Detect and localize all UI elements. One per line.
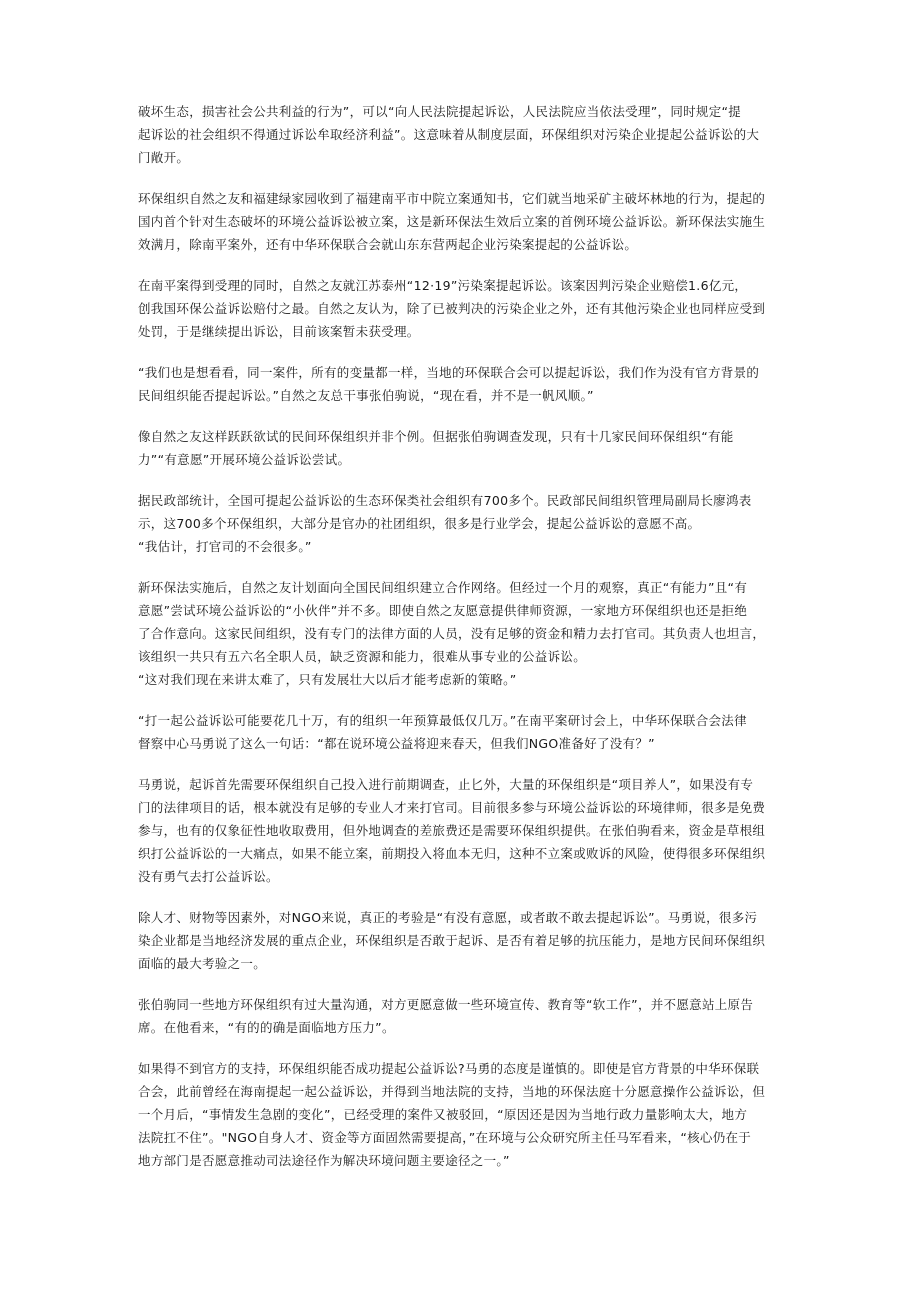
paragraph: [138, 100, 788, 169]
text-line: 马勇说，起诉首先需要环保组织自己投入进行前期调查，止匕外，大量的环保组织是“项目养人”，如果没有专: [138, 777, 754, 792]
paragraph: [138, 425, 788, 471]
text-line: “这对我们现在来讲太难了，只有发展壮大以后才能考虑新的策略。”: [138, 672, 517, 687]
text-line: 像自然之友这样跃跃欲试的民间环保组织并非个例。但据张伯驹调查发现，只有十几家民间环保组织“有能: [138, 429, 734, 444]
paragraph: [138, 576, 788, 691]
text-line: 新环保法实施后，自然之友计划面向全国民间组织建立合作网络。但经过一个月的观察，真正“有能力”且“有: [138, 580, 748, 595]
paragraph: [138, 1057, 788, 1172]
text-line: 督察中心马勇说了这么一句话：“都在说环境公益将迎来春天，但我们NGO准备好了没有？”: [138, 736, 655, 751]
text-line: 没有勇气去打公益诉讼。: [138, 869, 279, 884]
text-line: 据民政部统计，全国可提起公益诉讼的生态环保类社会组织有700多个。民政部民间组织管理局副局长廖鸿表: [138, 493, 752, 508]
paragraph: [138, 773, 788, 888]
text-line: 合会，此前曾经在海南提起一起公益诉讼，并得到当地法院的支持，当地的环保法庭十分愿意操作公益诉讼，但: [138, 1084, 766, 1099]
text-line: 环保组织自然之友和福建绿家园收到了福建南平市中院立案通知书，它们就当地采矿主破坏林地的行为，提起的: [138, 191, 766, 206]
paragraph: [138, 489, 788, 558]
text-line: 织打公益诉讼的一大痛点，如果不能立案，前期投入将血本无归，这种不立案或败诉的风险，使得很多环保组织: [138, 846, 766, 861]
text-line: “我们也是想看看，同一案件，所有的变量都一样，当地的环保联合会可以提起诉讼，我们作为没有官方背景的: [138, 365, 760, 380]
text-line: 门敞开。: [138, 150, 190, 165]
text-line: 参与，也有的仅象征性地收取费用，但外地调查的差旅费还是需要环保组织提供。在张伯驹看来，资金是草根组: [138, 823, 766, 838]
paragraph: [138, 274, 788, 343]
text-line: 面临的最大考验之一。: [138, 956, 267, 971]
text-line: 创我国环保公益诉讼赔付之最。自然之友认为，除了已被判决的污染企业之外，还有其他污染企业也同样应受到: [138, 301, 766, 316]
text-line: 民间组织能否提起诉讼。”自然之友总干事张伯驹说，“现在看，并不是一帆风顺。”: [138, 388, 594, 403]
text-line: 如果得不到官方的支持，环保组织能否成功提起公益诉讼?马勇的态度是谨慎的。即使是官方背景的中华环保联: [138, 1061, 760, 1076]
text-line: “打一起公益诉讼可能要花几十万，有的组织一年预算最低仅几万。”在南平案研讨会上，中华环保联合会法律: [138, 713, 747, 728]
text-line: 张伯驹同一些地方环保组织有过大量沟通，对方更愿意做一些环境宣传、教育等“软工作”，并不愿意站上原告: [138, 997, 754, 1012]
text-line: 了合作意向。这家民间组织，没有专门的法律方面的人员，没有足够的资金和精力去打官司。其负责人也坦言，: [138, 626, 766, 641]
text-line: 处罚，于是继续提出诉讼，目前该案暂未获受理。: [138, 324, 420, 339]
text-line: 门的法律项目的话，根本就没有足够的专业人才来打官司。目前很多参与环境公益诉讼的环境律师，很多是免费: [138, 800, 766, 815]
text-line: 染企业都是当地经济发展的重点企业，环保组织是否敢于起诉、是否有着足够的抗压能力，是地方民间环保组织: [138, 933, 766, 948]
text-line: 起诉讼的社会组织不得通过诉讼牟取经济利益”。这意味着从制度层面，环保组织对污染企业提起公益诉讼的大: [138, 127, 760, 142]
text-line: 法院扛不住”。"NGO自身人才、资金等方面固然需要提高，”在环境与公众研究所主任马军看来，“核心仍在于: [138, 1130, 752, 1145]
article-body: [138, 100, 788, 1190]
text-line: 示，这700多个环保组织，大部分是官办的社团组织，很多是行业学会，提起公益诉讼的意愿不高。: [138, 516, 701, 531]
paragraph: [138, 906, 788, 975]
paragraph: [138, 187, 788, 256]
paragraph: [138, 993, 788, 1039]
text-line: 破坏生态，损害社会公共利益的行为”，可以“向人民法院提起诉讼，人民法院应当依法受理”，同时规定“提: [138, 104, 742, 119]
paragraph: [138, 361, 788, 407]
text-line: 除人才、财物等因素外，对NGO来说，真正的考验是“有没有意愿，或者敢不敢去提起诉讼”。马勇说，很多污: [138, 910, 758, 925]
text-line: “我估计，打官司的不会很多。”: [138, 539, 312, 554]
paragraph: [138, 709, 788, 755]
text-line: 一个月后，“事情发生急剧的变化”，已经受理的案件又被驳回，“原因还是因为当地行政力量影响太大，地方: [138, 1107, 748, 1122]
text-line: 效满月，除南平案外，还有中华环保联合会就山东东营两起企业污染案提起的公益诉讼。: [138, 237, 638, 252]
text-line: 国内首个针对生态破坏的环境公益诉讼被立案，这是新环保法生效后立案的首例环境公益诉讼。新环保法实施生: [138, 214, 766, 229]
text-line: 在南平案得到受理的同时，自然之友就江苏泰州“12·19”污染案提起诉讼。该案因判污染企业赔偿1.6亿元，: [138, 278, 748, 293]
text-line: 该组织一共只有五六名全职人员，缺乏资源和能力，很难从事专业的公益诉讼。: [138, 649, 587, 664]
text-line: 地方部门是否愿意推动司法途径作为解决环境问题主要途径之一。”: [138, 1153, 510, 1168]
text-line: 意愿”尝试环境公益诉讼的“小伙伴”并不多。即使自然之友愿意提供律师资源，一家地方环保组织也还是拒绝: [138, 603, 748, 618]
text-line: 力”“有意愿”开展环境公益诉讼尝试。: [138, 452, 351, 467]
text-line: 席。在他看来，“有的的确是面临地方压力”。: [138, 1020, 395, 1035]
